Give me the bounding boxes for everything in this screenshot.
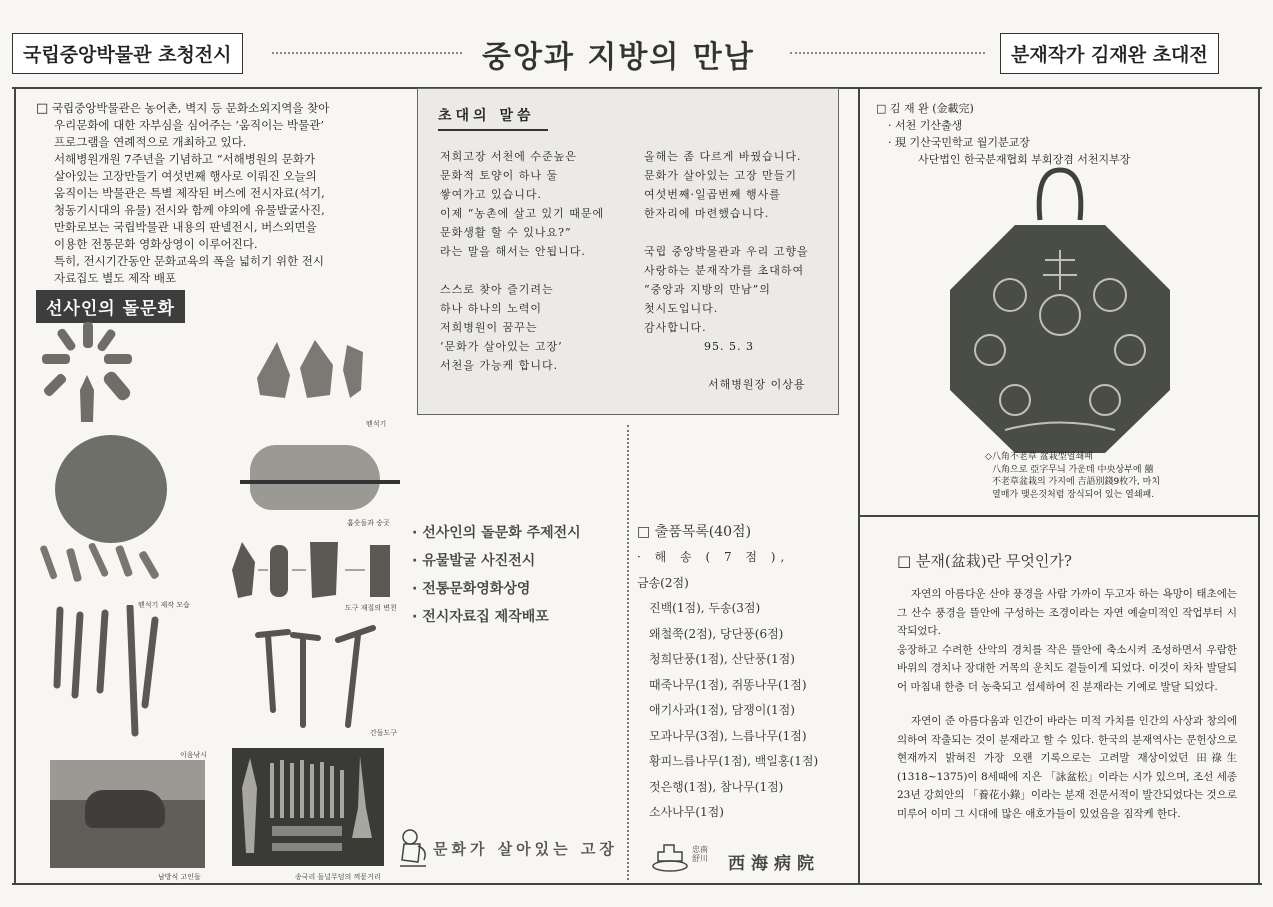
invitation-signature: 서해병원장 이상용 <box>708 378 806 391</box>
dolmen-photo <box>50 760 205 868</box>
hospital-name: 西海病院 <box>728 854 820 874</box>
invitation-line: 스스로 찾아 즐기려는 <box>440 283 554 296</box>
caption-chipped-tools: 뗀석기 <box>366 420 387 428</box>
invitation-line: 감사합니다. <box>644 321 707 334</box>
invitation-line: 쌓여가고 있습니다. <box>440 188 543 201</box>
spacer <box>897 696 1237 712</box>
invitation-line: 한자리에 마련했습니다. <box>644 207 770 220</box>
invitation-line: ‘문화가 살아있는 고장’ <box>440 340 563 353</box>
pendant-caption-line: 八角으로 亞字무늬 가운데 中央상부에 囍 <box>992 464 1154 475</box>
outer-right-rule <box>1258 87 1260 884</box>
polished-stone-tools-photo <box>40 320 135 425</box>
essay-title: □ 분재(盆栽)란 무엇인가? <box>897 552 1072 570</box>
slogan: 문화가 살아있는 고장 <box>433 840 618 858</box>
invitation-box <box>417 88 839 415</box>
essay-paragraph: 웅장하고 수려한 산악의 경치를 작은 뜰안에 축소시켜 조성하면서 우람한 바위의 경치나 장대한 거목의 운치도 곁들이게 되었다. 이것이 차차 발달되어 마침내 한층 더 농축되고 섬세하여 진 분재라는 기예로 발달 되었다. <box>897 643 1237 693</box>
artist-detail: 사단법인 한국분재협회 부회장겸 서천지부장 <box>918 153 1131 166</box>
intro-section <box>36 100 411 287</box>
invitation-line: 이제 “농촌에 살고 있기 때문에 <box>440 207 605 220</box>
artist-profile <box>876 100 1251 168</box>
invitation-line: 문화생활 할 수 있나요?” <box>440 226 572 239</box>
artist-name: □ 김 재 완 (金載完) <box>876 102 974 115</box>
pendant-caption-title: ◇八角不老草 盆栽型열쇄패 <box>985 452 1093 462</box>
catalog-item: 진백(1점), 두송(3점) <box>649 601 761 615</box>
essay-paragraph: 자연의 아름다운 산야 풍경을 사람 가까이 두고자 하는 욕망이 태초에는 그 산수 풍경을 뜰안에 구성하는 조경이라는 자연 예술미적인 작업부터 시작되었다. <box>897 588 1237 637</box>
farm-tools-photo <box>248 620 398 730</box>
catalog-item: · 해 송 ( 7 점 ), <box>637 550 790 564</box>
program-list <box>412 522 627 634</box>
title-leader-left <box>272 52 462 54</box>
intro-line: 서해병원개원 7주년을 기념하고 “서해병원의 문화가 <box>54 152 316 166</box>
invitation-title: 초대의 말씀 <box>438 105 548 131</box>
artist-detail: · 現 기산국민학교 월기분교장 <box>888 136 1030 149</box>
intro-line: 움직이는 박물관은 특별 제작된 버스에 전시자료(석기, <box>54 186 325 200</box>
invitation-line: 올해는 좀 다르게 바꿨습니다. <box>644 150 802 163</box>
catalog-item: 때죽나무(1점), 쥐똥나무(1점) <box>649 677 807 692</box>
exhibition-label: 국립중앙박물관 초청전시 <box>23 44 232 66</box>
intro-line: 자료집도 별도 제작 배포 <box>54 271 177 285</box>
catalog-item: 황피느릅나무(1점), 백일홍(1점) <box>649 754 819 768</box>
caption-grinding-stone: 홈숫돌과 숭곳 <box>347 519 390 527</box>
catalog-list <box>637 545 847 826</box>
bottom-rule <box>12 883 1262 885</box>
right-column-rule <box>858 87 860 884</box>
essay-body <box>897 585 1237 823</box>
program-item: · 전통문화영화상영 <box>412 581 531 597</box>
caption-bronze-artifacts: 송국리 돌널무덤의 껴묻거리 <box>295 873 381 881</box>
mascot-icon <box>396 828 430 868</box>
toolmaking-photo <box>55 435 167 543</box>
invitation-line: 저희고장 서천에 수준높은 <box>440 150 577 163</box>
pendant-caption <box>985 451 1215 501</box>
intro-line: 우리문화에 대한 자부심을 심어주는 ‘움직이는 박물관’ <box>54 118 324 132</box>
caption-farm-tools: 간돌도구 <box>370 729 398 737</box>
catalog-item: 모과나무(3점), 느릅나무(1점) <box>649 728 807 743</box>
chipped-stone-tools-photo <box>255 340 365 400</box>
caption-toolmaking: 뗀석기 제작 모습 <box>138 601 190 609</box>
grinding-stone-photo <box>250 445 380 510</box>
awl-photo <box>240 480 400 484</box>
invitation-line: 저희병원이 꿈꾸는 <box>440 321 538 334</box>
catalog-title: □ 출품목록(40점) <box>637 524 752 540</box>
invitation-line: 문화적 토양이 하나 둘 <box>440 169 559 182</box>
artist-label-box <box>1000 33 1219 74</box>
catalog-item: 젓은행(1점), 참나무(1점) <box>649 779 784 794</box>
invitation-line: 국립 중앙박물관과 우리 고향을 <box>644 245 809 258</box>
program-item: · 유물발굴 사진전시 <box>412 553 536 569</box>
title-leader-right <box>790 52 985 54</box>
invitation-line: 서천을 가능케 합니다. <box>440 359 559 372</box>
invitation-line: 사랑하는 분재작가를 초대하여 <box>644 264 805 277</box>
catalog-item: 소사나무(1점) <box>649 805 724 819</box>
invitation-line: “중앙과 지방의 만남”의 <box>644 283 771 296</box>
caption-fishhooks: 이음낚시 <box>180 751 208 759</box>
invitation-line: 여섯번째·일곱번째 행사를 <box>644 188 781 201</box>
flake-tools-photo <box>40 540 170 585</box>
invitation-line: 첫시도입니다. <box>644 302 719 315</box>
intro-line: 만화로보는 국립박물관 내용의 판넬전시, 버스외면을 <box>54 220 317 234</box>
invitation-date: 95. 5. 3 <box>704 340 754 353</box>
intro-line: 특히, 전시기간동안 문화교육의 폭을 넓히기 위한 전시 <box>54 254 324 268</box>
dotted-divider <box>627 425 629 880</box>
intro-line: □ 국립중앙박물관은 농어촌, 벽지 등 문화소외지역을 찾아 <box>36 101 330 116</box>
caption-material-change: 도구 재질의 변천 <box>345 604 397 612</box>
pendant-caption-line: 열매가 맺은것처럼 장식되어 있는 열쇄패. <box>992 489 1155 500</box>
invitation-right-column <box>644 147 834 394</box>
spacer <box>644 356 834 375</box>
program-item: · 선사인의 돌문화 주제전시 <box>412 525 581 541</box>
intro-line: 프로그램을 연례적으로 개최하고 있다. <box>54 135 247 149</box>
spacer <box>440 261 640 280</box>
intro-line: 청동기시대의 유물) 전시와 함께 야외에 유물발굴사진, <box>54 203 325 217</box>
invitation-line: 하나 하나의 노력이 <box>440 302 543 315</box>
catalog-item: 청희단풍(1점), 산단풍(1점) <box>649 652 795 666</box>
hospital-logo-icon <box>650 843 690 873</box>
spacer <box>644 223 834 242</box>
artist-detail: · 서천 기산출생 <box>888 119 963 132</box>
fishhooks-photo <box>45 605 175 740</box>
pendant-photo <box>945 165 1175 455</box>
caption-dolmen: 남방식 고인돌 <box>158 873 201 881</box>
stone-culture-banner: 선사인의 돌문화 <box>36 290 185 323</box>
invitation-line: 라는 말을 해서는 안됩니다. <box>440 245 586 258</box>
essay-paragraph: 자연이 준 아름다움과 인간이 바라는 미적 가치를 인간의 사상과 창의에 의하여 작출되는 것이 분재라고 할 수 있다. 한국의 분재역사는 문헌상으로 현재까지 밝혀진 가장 오랜 기록으로는 고려말 재상이었던 田祿生(1318~1375)이 8세때에 지은 「詠盆松」이라는 시가 있으며, 조선 세종 23년 강희안의 「養花小錄」이라는 분재 전문서적이 발간되었다는 것으로 미루어 이미 그 시대에 많은 애호가들이 있었음을 짐작케 한다. <box>897 715 1237 820</box>
intro-line: 살아있는 고장만들기 여섯번째 행사로 이뤄진 오늘의 <box>54 169 317 183</box>
tool-material-change-photo <box>230 540 400 600</box>
right-column-divider <box>858 515 1258 517</box>
exhibition-label-box <box>12 33 243 74</box>
invitation-left-column <box>440 147 640 375</box>
invitation-line: 문화가 살아있는 고장 만들기 <box>644 169 798 182</box>
page-title: 중앙과 지방의 만남 <box>482 40 755 75</box>
artist-label: 분재작가 김재완 초대전 <box>1011 44 1208 66</box>
catalog-item: 금송(2점) <box>637 575 689 590</box>
catalog-item: 애기사과(1점), 담쟁이(1점) <box>649 703 795 717</box>
bronze-artifacts-photo <box>232 748 384 866</box>
pendant-caption-line: 不老草盆栽의 가지에 吉語別錢9枚가, 마치 <box>992 477 1161 487</box>
intro-line: 이용한 전통문화 영화상영이 이루어진다. <box>54 237 258 251</box>
hospital-region: 忠南 舒川 <box>692 845 708 863</box>
catalog-item: 왜철쭉(2점), 당단풍(6점) <box>649 626 784 641</box>
program-item: · 전시자료집 제작배포 <box>412 609 549 625</box>
left-rule <box>14 87 16 884</box>
